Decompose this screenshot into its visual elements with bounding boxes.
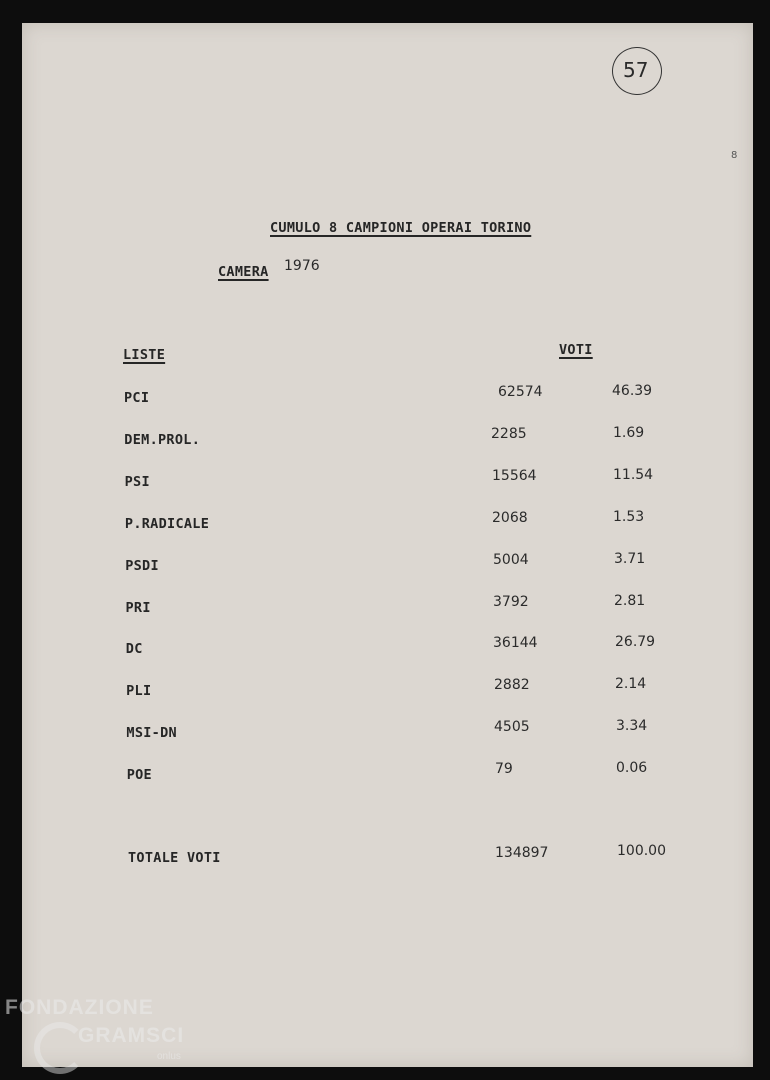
row-percent: 26.79 [615,634,656,651]
page-number-stamp [612,47,662,95]
total-label: TOTALE VOTI [128,850,221,866]
page-number: 57 [623,58,649,82]
row-party-name: POE [126,767,152,784]
row-votes: 2882 [494,677,530,694]
row-votes: 62574 [498,384,543,400]
row-percent: 11.54 [613,466,654,483]
column-header-voti: VOTI [559,342,593,358]
row-votes: 36144 [493,635,538,652]
row-votes: 79 [495,761,513,778]
document-title: CUMULO 8 CAMPIONI OPERAI TORINO [270,220,532,236]
total-votes: 134897 [495,845,549,861]
watermark-suffix: onlus [157,1051,181,1062]
row-percent: 0.06 [616,760,648,777]
row-percent: 46.39 [612,383,653,399]
row-party-name: PSDI [125,557,159,574]
camera-label: CAMERA [218,264,269,280]
row-votes: 2285 [491,425,527,442]
row-percent: 2.81 [614,592,646,609]
row-party-name: PRI [125,599,151,616]
row-votes: 15564 [492,467,537,484]
row-percent: 3.71 [614,550,646,567]
row-party-name: MSI-DN [126,725,177,742]
watermark-line1: FONDAZIONE [5,996,154,1019]
row-percent: 1.69 [613,424,645,441]
row-percent: 2.14 [615,676,647,693]
row-votes: 4505 [494,719,530,736]
watermark-line2: GRAMSCI [78,1024,185,1047]
row-percent: 1.53 [613,508,645,525]
row-party-name: PSI [124,473,150,490]
handwritten-year: 1976 [284,258,320,274]
row-percent: 3.34 [616,718,648,735]
row-party-name: PCI [124,390,150,406]
row-party-name: DC [125,641,143,658]
row-votes: 3792 [493,593,529,610]
row-party-name: PLI [126,683,152,700]
column-header-liste: LISTE [123,347,166,363]
document-page [22,23,753,1067]
margin-mark: 8 [731,150,738,161]
row-party-name: DEM.PROL. [124,431,201,448]
row-votes: 5004 [493,551,529,568]
row-party-name: P.RADICALE [124,515,210,532]
total-percent: 100.00 [617,843,666,859]
row-votes: 2068 [492,509,528,526]
